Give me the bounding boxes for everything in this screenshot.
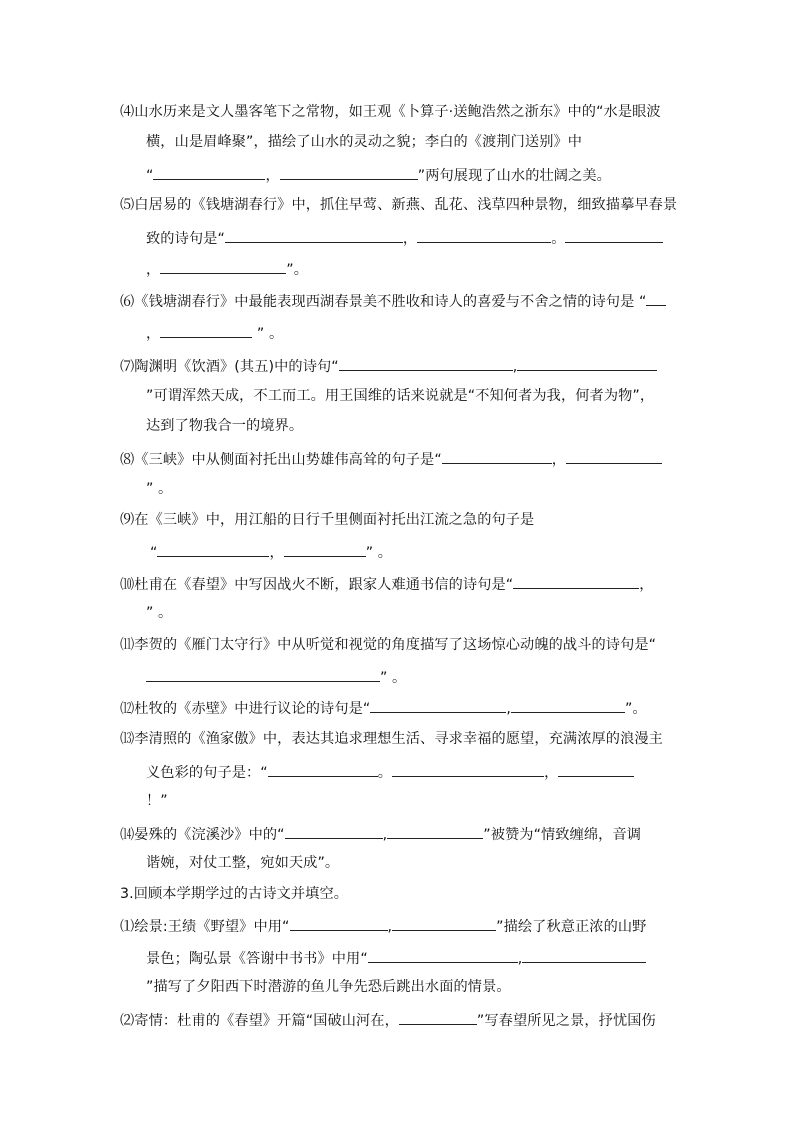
q5-blank-2[interactable]: [417, 227, 551, 243]
q9-blank-2[interactable]: [284, 541, 366, 557]
q12-blank-2[interactable]: [511, 697, 625, 713]
q14-blank-1[interactable]: [285, 823, 383, 839]
q14-line-2: 谐婉，对仗工整，宛如天成”。: [146, 855, 340, 871]
q5-blank-1[interactable]: [225, 227, 403, 243]
q11-line-1: ⑾李贺的《雁门太守行》中从听觉和视觉的角度描写了这场惊心动魄的战斗的诗句是“: [120, 637, 657, 653]
q10-comma: ，: [639, 577, 654, 593]
s3-p2-line-1: [120, 1009, 656, 1031]
q5-line-1: ⑸白居易的《钱塘湖春行》中，抓住早莺、新燕、乱花、浅草四种景物，细致描摹早春景: [120, 197, 678, 213]
q9-line-2: [150, 541, 392, 563]
q11-line-2: [146, 666, 406, 688]
q9-comma: ，: [269, 545, 284, 561]
q6-text: ⑹《钱塘湖春行》中最能表现西湖春景美不胜收和诗人的喜爱与不舍之情的诗句是 “: [120, 294, 647, 310]
q12-end: ”。: [624, 701, 647, 717]
q13-line-1: ⒀李清照的《渔家傲》中，表达其追求理想生活、寻求幸福的愿望，充满浓厚的浪漫主: [120, 731, 663, 747]
q4-blank-1[interactable]: [153, 164, 265, 180]
q12-prefix: ⑿杜牧的《赤壁》中进行议论的诗句是“: [120, 701, 371, 717]
q5-end: ”。: [286, 262, 309, 278]
q5-comma-2: ，: [146, 262, 161, 278]
s3-p1-comma-2: ,: [517, 951, 523, 967]
q5-line-2: [146, 227, 663, 249]
s3-p1-blank-2[interactable]: [392, 915, 496, 931]
q11-blank-1[interactable]: [146, 666, 380, 682]
q7-line-1: [120, 355, 657, 377]
q4-line-2: 横，山是眉峰聚”，描绘了山水的灵动之貌；李白的《渡荆门送别》中: [146, 134, 583, 150]
s3-p1-end: ”描绘了秋意正浓的山野: [496, 919, 647, 935]
q7-line-2: ”可谓浑然天成，不工而工。用王国维的话来说就是“不知何者为我，何者为物”，: [146, 388, 655, 404]
q4-line-1: ⑷山水历来是文人墨客笔下之常物，如王观《卜算子·送鲍浩然之浙东》中的“水是眼波: [120, 104, 661, 120]
s3-p2-blank-1[interactable]: [399, 1009, 477, 1025]
s3-p1-line-1: [120, 915, 646, 937]
q8-blank-1[interactable]: [442, 448, 552, 464]
q12-comma: ,: [506, 701, 511, 717]
q5-blank-3[interactable]: [565, 227, 663, 243]
q8-comma: ，: [551, 452, 567, 468]
q6-line-1: [120, 290, 666, 312]
q4-line-3: [146, 164, 611, 186]
q7-prefix: ⑺陶渊明《饮酒》(其五)中的诗句“: [120, 359, 339, 375]
q9-line-1: ⑼在《三峡》中，用江船的日行千里侧面衬托出江流之急的句子是: [120, 512, 535, 528]
q12-blank-1[interactable]: [370, 697, 506, 713]
q5-period: 。: [551, 231, 566, 247]
q5-prefix: 致的诗句是“: [146, 231, 225, 247]
q13-blank-1[interactable]: [268, 761, 378, 777]
q13-punct-1: 。: [377, 765, 393, 781]
q13-line-3: ！”: [146, 793, 168, 809]
q10-line-2: ” 。: [146, 605, 173, 621]
q13-line-2: [146, 761, 634, 783]
q10-prefix: ⑽杜甫在《春望》中写因战火不断，跟家人难通书信的诗句是“: [120, 577, 514, 593]
q9-quote-open: “: [150, 545, 158, 561]
section-3-heading: 3.回顾本学期学过的古诗文并填空。: [120, 886, 349, 902]
q7-line-3: 达到了物我合一的境界。: [146, 418, 304, 434]
q14-prefix: ⒁晏殊的《浣溪沙》中的“: [120, 827, 285, 843]
q6-comma: ，: [146, 326, 161, 342]
s3-p2-prefix: ⑵寄情：杜甫的《春望》开篇“国破山河在，: [120, 1013, 399, 1029]
q4-comma: ，: [265, 168, 280, 184]
q6-blank-2[interactable]: [160, 322, 252, 338]
q10-blank-1[interactable]: [513, 573, 639, 589]
s3-p1-line-3: ”描写了夕阳西下时潜游的鱼儿争先恐后跳出水面的情景。: [146, 979, 511, 995]
q14-comma: ,: [382, 827, 388, 843]
q4-quote-open: “: [146, 168, 154, 184]
q7-blank-2[interactable]: [517, 355, 657, 371]
q14-line-1: [120, 823, 641, 845]
s3-p1-blank-3[interactable]: [368, 947, 518, 963]
q5-blank-4[interactable]: [160, 258, 286, 274]
q6-line-2: [146, 322, 283, 344]
q12-line-1: [120, 697, 647, 719]
s3-p1-prefix: ⑴绘景:王绩《野望》中用“: [120, 919, 290, 935]
s3-p1-blank-1[interactable]: [290, 915, 388, 931]
q8-line-2: ” 。: [146, 481, 173, 497]
q4-blank-2[interactable]: [280, 164, 418, 180]
q10-line-1: [120, 573, 654, 595]
s3-p1-comma: ,: [387, 919, 393, 935]
q13-prefix: 义色彩的句子是：“: [146, 765, 268, 781]
q11-end: ” 。: [380, 670, 407, 686]
q14-end: ”被赞为“情致缠绵，音调: [483, 827, 642, 843]
q13-blank-2[interactable]: [392, 761, 544, 777]
q7-blank-1[interactable]: [339, 355, 513, 371]
q5-line-3: [146, 258, 308, 280]
q9-end: ” 。: [365, 545, 393, 561]
q8-prefix: ⑻《三峡》中从侧面衬托出山势雄伟高耸的句子是“: [120, 452, 442, 468]
q14-blank-2[interactable]: [387, 823, 483, 839]
s3-p1-blank-4[interactable]: [522, 947, 646, 963]
s3-p1-prefix-2: 景色；陶弘景《答谢中书书》中用“: [146, 951, 368, 967]
s3-p1-line-2: [146, 947, 646, 969]
q13-blank-3[interactable]: [558, 761, 634, 777]
q5-comma: ，: [402, 231, 418, 247]
s3-p2-end: ”写春望所见之景，抒忧国伤: [476, 1013, 656, 1029]
q8-line-1: [120, 448, 662, 470]
q6-end: ” 。: [252, 326, 284, 342]
q4-end-text: ”两句展现了山水的壮阔之美。: [417, 168, 611, 184]
q7-comma: ,: [512, 359, 518, 375]
q6-blank-1[interactable]: [646, 290, 666, 306]
q8-blank-2[interactable]: [566, 448, 662, 464]
q9-blank-1[interactable]: [157, 541, 269, 557]
q13-punct-2: ，: [544, 765, 559, 781]
